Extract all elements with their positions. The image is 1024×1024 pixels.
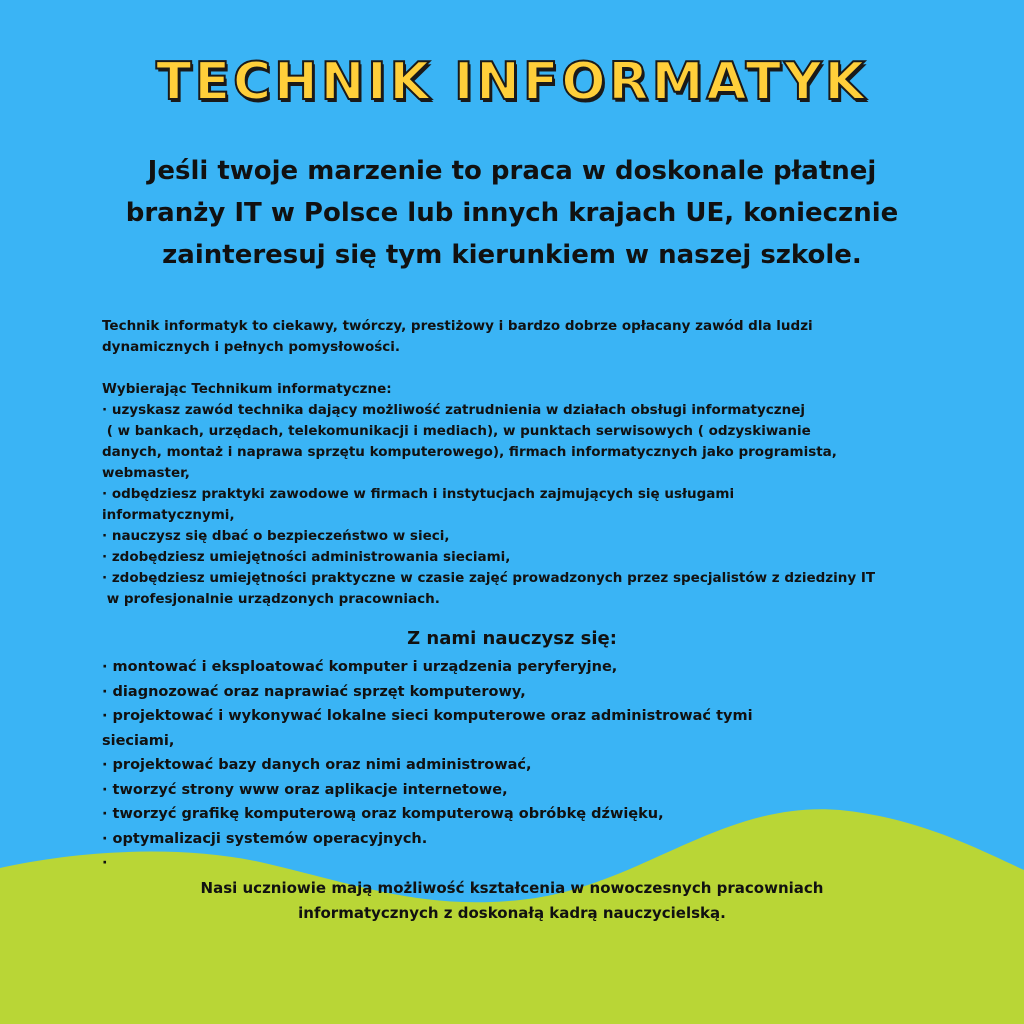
description-block bbox=[102, 316, 942, 610]
benefit-line: w profesjonalnie urządzonych pracowniach. bbox=[102, 591, 440, 607]
skill-line: · optymalizacji systemów operacyjnych. bbox=[102, 830, 428, 847]
poster-title: TECHNIK INFORMATYK bbox=[156, 52, 868, 112]
benefit-line: · nauczysz się dbać o bezpieczeństwo w sieci, bbox=[102, 528, 450, 544]
skill-line: sieciami, bbox=[102, 732, 175, 749]
benefit-line: webmaster, bbox=[102, 465, 190, 481]
paragraph-gap bbox=[102, 358, 942, 379]
headline-line: branży IT w Polsce lub innych krajach UE, koniecznie bbox=[125, 198, 899, 228]
intro-line: dynamicznych i pełnych pomysłowości. bbox=[102, 339, 401, 355]
skill-line: · projektować i wykonywać lokalne sieci komputerowe oraz administrować tymi bbox=[102, 708, 753, 724]
skills-list bbox=[102, 655, 942, 876]
benefits-heading: Wybierając Technikum informatyczne: bbox=[102, 381, 392, 397]
skill-line: · bbox=[102, 855, 108, 871]
benefit-line: · zdobędziesz umiejętności administrowania sieciami, bbox=[102, 549, 511, 565]
intro-line: Technik informatyk to ciekawy, twórczy, prestiżowy i bardzo dobrze opłacany zawód dla ludzi bbox=[102, 318, 813, 334]
footer-line: Nasi uczniowie mają możliwość kształcenia w nowoczesnych pracowniach bbox=[200, 879, 824, 897]
benefit-line: · odbędziesz praktyki zawodowe w firmach i instytucjach zajmujących się usługami bbox=[102, 486, 735, 502]
skill-line: · montować i eksploatować komputer i urządzenia peryferyjne, bbox=[102, 659, 618, 675]
benefit-line: ( w bankach, urzędach, telekomunikacji i mediach), w punktach serwisowych ( odzyskiwanie bbox=[102, 423, 811, 439]
headline bbox=[80, 150, 944, 276]
headline-line: zainteresuj się tym kierunkiem w naszej szkole. bbox=[162, 240, 862, 270]
benefit-line: danych, montaż i naprawa sprzętu komputerowego), firmach informatycznych jako programista, bbox=[102, 444, 837, 460]
benefit-line: · uzyskasz zawód technika dający możliwość zatrudnienia w działach obsługi informatycznej bbox=[102, 402, 806, 418]
skill-line: · tworzyć grafikę komputerową oraz komputerową obróbkę dźwięku, bbox=[102, 806, 664, 822]
footer-text bbox=[120, 876, 904, 926]
benefit-line: · zdobędziesz umiejętności praktyczne w czasie zajęć prowadzonych przez specjalistów z dziedziny IT bbox=[102, 570, 876, 586]
headline-line: Jeśli twoje marzenie to praca w doskonale płatnej bbox=[147, 156, 877, 186]
footer-line: informatycznych z doskonałą kadrą nauczycielską. bbox=[298, 904, 726, 922]
skill-line: · diagnozować oraz naprawiać sprzęt komputerowy, bbox=[102, 683, 526, 700]
skill-line: · projektować bazy danych oraz nimi administrować, bbox=[102, 757, 532, 773]
skills-heading: Z nami nauczysz się: bbox=[407, 628, 617, 649]
skill-line: · tworzyć strony www oraz aplikacje internetowe, bbox=[102, 781, 508, 798]
benefit-line: informatycznymi, bbox=[102, 507, 235, 523]
